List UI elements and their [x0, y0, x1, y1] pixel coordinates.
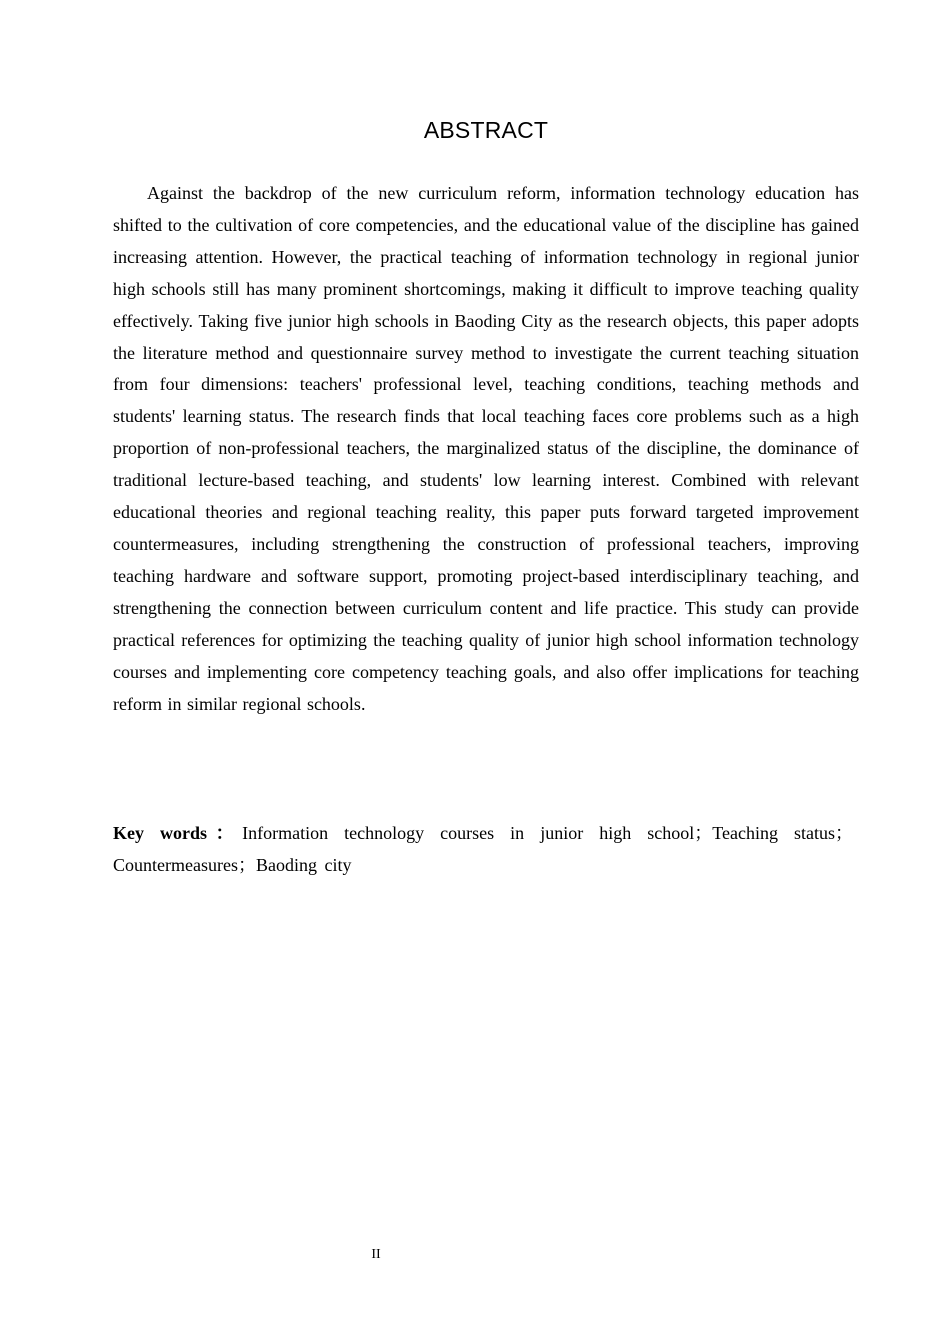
keywords-text: Information technology courses in junior high school；Teaching status；Countermeasures；Baoding city: [113, 823, 853, 875]
abstract-title: ABSTRACT: [423, 117, 549, 143]
keywords-line: [113, 817, 853, 881]
abstract-paragraph: Against the backdrop of the new curriculum reform, information technology education has shifted to the cultivation of core competencies, and the educational value of the discipline has gained increasing attention. However, the practical teaching of information technology in regional junior high schools still has many prominent shortcomings, making it difficult to improve teaching quality effectively. Taking five junior high schools in Baoding City as the research objects, this paper adopts the literature method and questionnaire survey method to investigate the current teaching situation from four dimensions: teachers' professional level, teaching conditions, teaching methods and students' learning status. The research finds that local teaching faces core problems such as a high proportion of non-professional teachers, the marginalized status of the discipline, the dominance of traditional lecture-based teaching, and students' low learning interest. Combined with relevant educational theories and regional teaching reality, this paper puts forward targeted improvement countermeasures, including strengthening the construction of professional teachers, improving teaching hardware and software support, promoting project-based interdisciplinary teaching, and strengthening the connection between curriculum content and life practice. This study can provide practical references for optimizing the teaching quality of junior high school information technology courses and implementing core competency teaching goals, and also offer implications for teaching reform in similar regional schools.: [113, 183, 859, 714]
page-number: II: [371, 1247, 381, 1262]
keywords-label: Key words：: [113, 823, 243, 843]
